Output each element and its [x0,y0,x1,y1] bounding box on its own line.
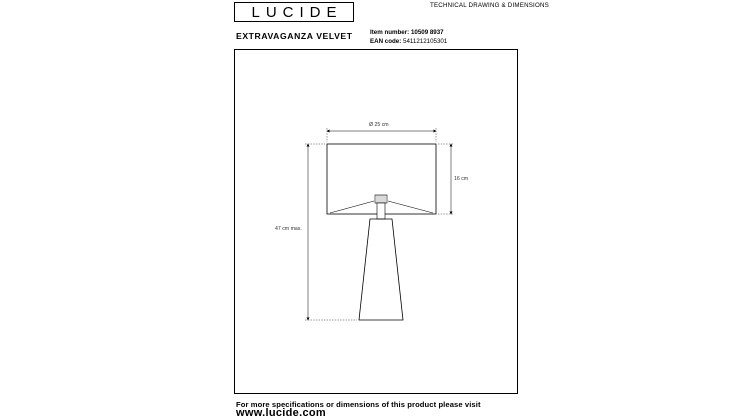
document-type-title: TECHNICAL DRAWING & DIMENSIONS [430,2,549,9]
item-number-label: Item number: [370,29,410,36]
shade-strut-left [330,201,374,213]
lamp-base [359,219,403,320]
brand-logo-text: LUCIDE [251,3,343,21]
diameter-label: Ø 25 cm [369,122,389,128]
item-number-value: 10509 8937 [410,29,444,36]
ean-value: 5411212105301 [403,37,448,45]
product-name: EXTRAVAGANZA VELVET [236,31,353,41]
shade-height-label: 16 cm [454,176,469,182]
shade-strut-right [388,201,433,213]
lamp-stem [377,203,385,219]
total-height-label: 47 cm max. [275,226,302,232]
footer-url-link[interactable]: www.lucide.com [236,407,326,419]
ean-label: EAN code: [370,37,402,45]
footer-more-info: For more specifications or dimensions of this product please visit [236,400,481,409]
